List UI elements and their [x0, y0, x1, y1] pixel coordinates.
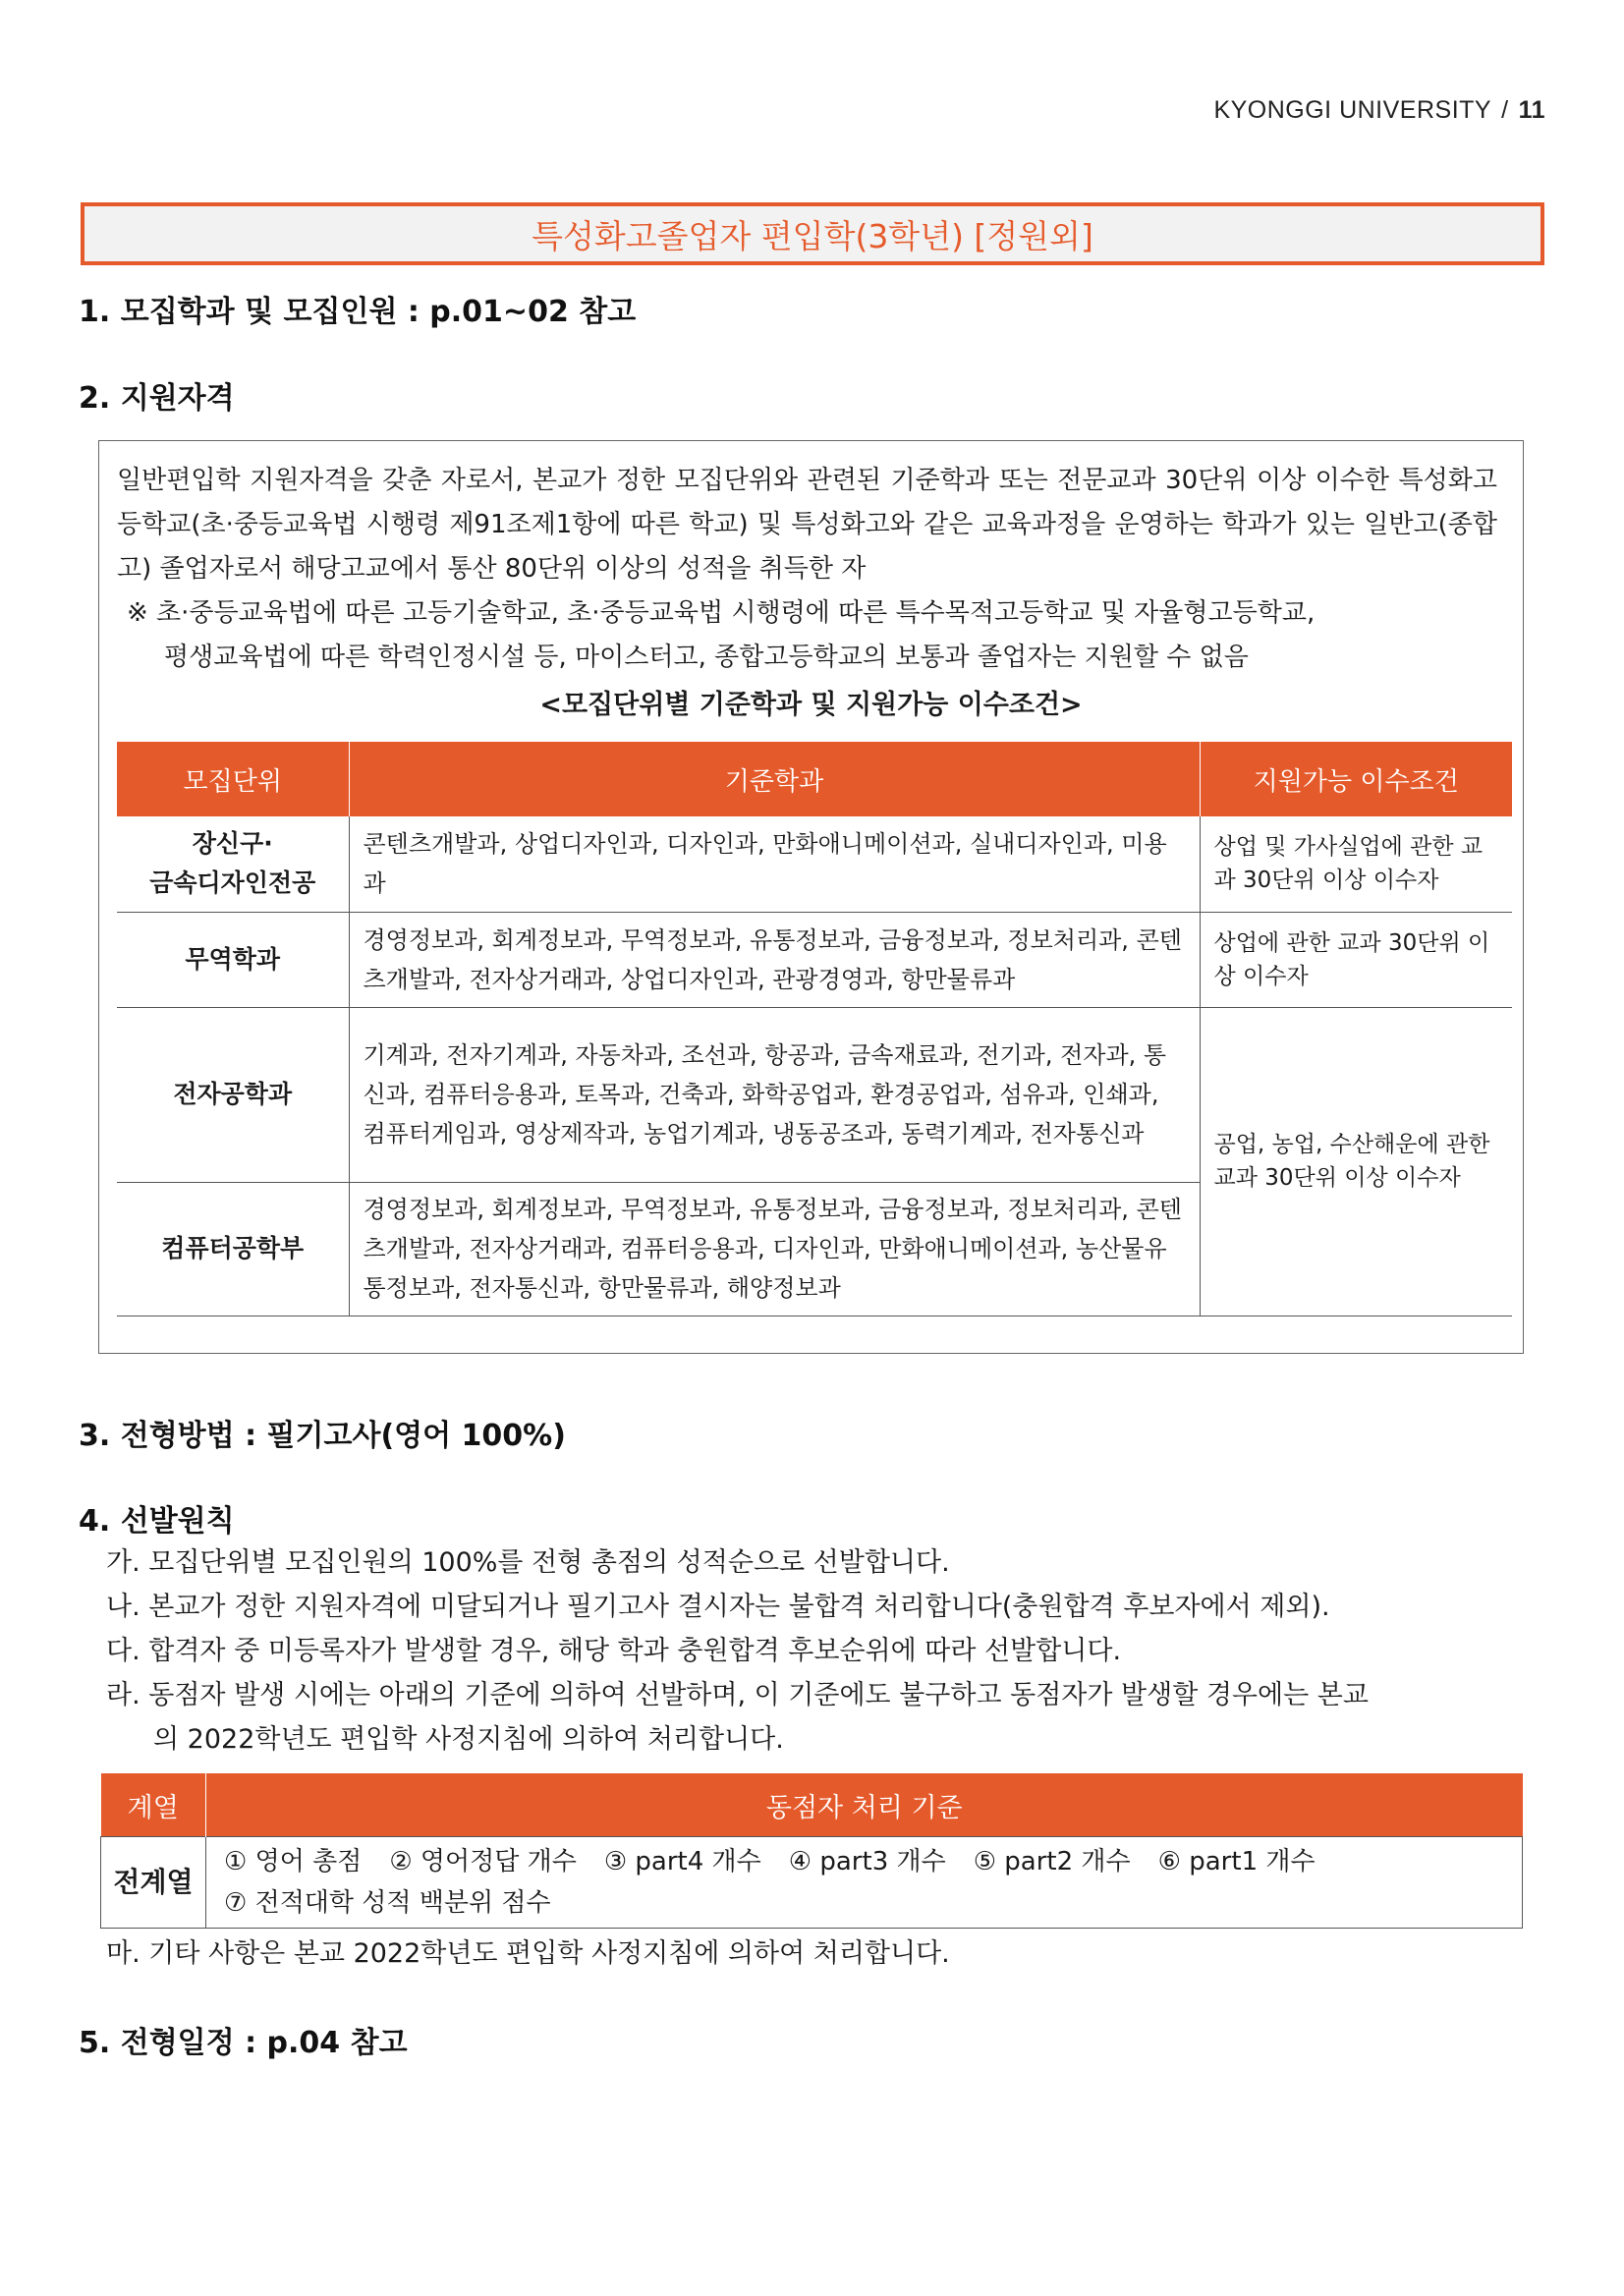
tie-table-header-row — [101, 1773, 1523, 1837]
cond-cell: 상업에 관한 교과 30단위 이상 이수자 — [1200, 912, 1512, 1007]
tie-break-table — [100, 1773, 1523, 1929]
section-5-heading: 5. 전형일정 : p.04 참고 — [79, 2026, 408, 2060]
section-3-heading: 3. 전형방법 : 필기고사(영어 100%) — [79, 1419, 566, 1453]
criterion-item: ④ part3 개수 — [788, 1847, 946, 1876]
criterion-item: ① 영어 총점 — [224, 1847, 363, 1876]
dept-table — [117, 742, 1512, 1316]
table-row — [117, 816, 1512, 912]
unit-cell: 컴퓨터공학부 — [117, 1182, 349, 1316]
depts-cell: 경영정보과, 회계정보과, 무역정보과, 유통정보과, 금융정보과, 정보처리과, 콘텐츠개발과, 전자상거래과, 상업디자인과, 관광경영과, 항만물류과 — [349, 912, 1200, 1007]
criterion-item: ② 영어정답 개수 — [389, 1847, 577, 1876]
dept-table-caption: <모집단위별 기준학과 및 지원가능 이수조건> — [539, 690, 1083, 720]
qualification-note-line2: 평생교육법에 따른 학력인정시설 등, 마이스터고, 종합고등학교의 보통과 졸업자는 지원할 수 없음 — [164, 643, 1249, 672]
column-header-depts: 기준학과 — [349, 742, 1200, 816]
unit-cell: 전자공학과 — [117, 1007, 349, 1182]
unit-cell: 장신구· 금속디자인전공 — [117, 816, 349, 912]
column-header-unit: 모집단위 — [117, 742, 349, 816]
table-row — [117, 1007, 1512, 1182]
selection-item-b: 나. 본교가 정한 지원자격에 미달되거나 필기고사 결시자는 불합격 처리합니다(충원합격 후보자에서 제외). — [106, 1592, 1330, 1622]
depts-cell: 경영정보과, 회계정보과, 무역정보과, 유통정보과, 금융정보과, 정보처리과, 콘텐츠개발과, 전자상거래과, 컴퓨터응용과, 디자인과, 만화애니메이션과, 농산물유통정보과, 전자통신과, 항만물류과, 해양정보과 — [349, 1182, 1200, 1316]
category-cell: 전계열 — [101, 1837, 206, 1929]
criterion-item: ③ part4 개수 — [603, 1847, 761, 1876]
section-4-heading: 4. 선발원칙 — [79, 1504, 235, 1539]
qualification-box — [98, 440, 1524, 1354]
dept-table-header-row — [117, 742, 1512, 816]
column-header-category: 계열 — [101, 1773, 206, 1837]
selection-item-e: 마. 기타 사항은 본교 2022학년도 편입학 사정지침에 의하여 처리합니다. — [106, 1938, 950, 1969]
cond-cell: 상업 및 가사실업에 관한 교과 30단위 이상 이수자 — [1200, 816, 1512, 912]
qualification-paragraph: 일반편입학 지원자격을 갖춘 자로서, 본교가 정한 모집단위와 관련된 기준학과 또는 전문교과 30단위 이상 이수한 특성화고등학교(초·중등교육법 시행령 제91조제1항에 따른 학교) 및 특성화고와 같은 교육과정을 운영하는 학과가 있는 일반고(종합고) 졸업자로서 해당고교에서 통산 80단위 이상의 성적을 취득한 자 — [117, 466, 1497, 584]
criterion-item: ⑤ part2 개수 — [973, 1847, 1131, 1876]
qualification-note-line1: ※ 초·중등교육법에 따른 고등기술학교, 초·중등교육법 시행령에 따른 특수목적고등학교 및 자율형고등학교, — [127, 598, 1316, 628]
qualification-text — [117, 459, 1497, 680]
selection-item-d: 라. 동점자 발생 시에는 아래의 기준에 의하여 선발하며, 이 기준에도 불구하고 동점자가 발생할 경우에는 본교 — [106, 1680, 1369, 1710]
criterion-item: ⑦ 전적대학 성적 백분위 점수 — [224, 1888, 551, 1918]
depts-cell: 기계과, 전자기계과, 자동차과, 조선과, 항공과, 금속재료과, 전기과, 전자과, 통신과, 컴퓨터응용과, 토목과, 건축과, 화학공업과, 환경공업과, 섬유과, 인쇄과, 컴퓨터게임과, 영상제작과, 농업기계과, 냉동공조과, 동력기계과, 전자통신과 — [349, 1007, 1200, 1182]
section-2-heading: 2. 지원자격 — [79, 381, 235, 416]
page-number: 11 — [1518, 96, 1545, 124]
depts-cell: 콘텐츠개발과, 상업디자인과, 디자인과, 만화애니메이션과, 실내디자인과, 미용과 — [349, 816, 1200, 912]
selection-item-a: 가. 모집단위별 모집인원의 100%를 전형 총점의 성적순으로 선발합니다. — [106, 1547, 950, 1578]
selection-item-d-cont: 의 2022학년도 편입학 사정지침에 의하여 처리합니다. — [153, 1724, 784, 1755]
criteria-cell — [206, 1837, 1523, 1929]
university-name: KYONGGI UNIVERSITY — [1213, 96, 1492, 124]
table-row — [117, 912, 1512, 1007]
column-header-criteria: 동점자 처리 기준 — [206, 1773, 1523, 1837]
unit-cell: 무역학과 — [117, 912, 349, 1007]
criterion-item: ⑥ part1 개수 — [1157, 1847, 1316, 1876]
header-separator: / — [1501, 96, 1509, 124]
selection-principles — [106, 1540, 1540, 1762]
column-header-cond: 지원가능 이수조건 — [1200, 742, 1512, 816]
table-row — [101, 1837, 1523, 1929]
page-title: 특성화고졸업자 편입학(3학년) [정원외] — [81, 202, 1544, 265]
section-1-heading: 1. 모집학과 및 모집인원 : p.01~02 참고 — [79, 295, 637, 329]
cond-cell: 공업, 농업, 수산해운에 관한 교과 30단위 이상 이수자 — [1200, 1007, 1512, 1316]
selection-item-c: 다. 합격자 중 미등록자가 발생할 경우, 해당 학과 충원합격 후보순위에 따라 선발합니다. — [106, 1636, 1122, 1666]
page-header — [1213, 96, 1545, 125]
